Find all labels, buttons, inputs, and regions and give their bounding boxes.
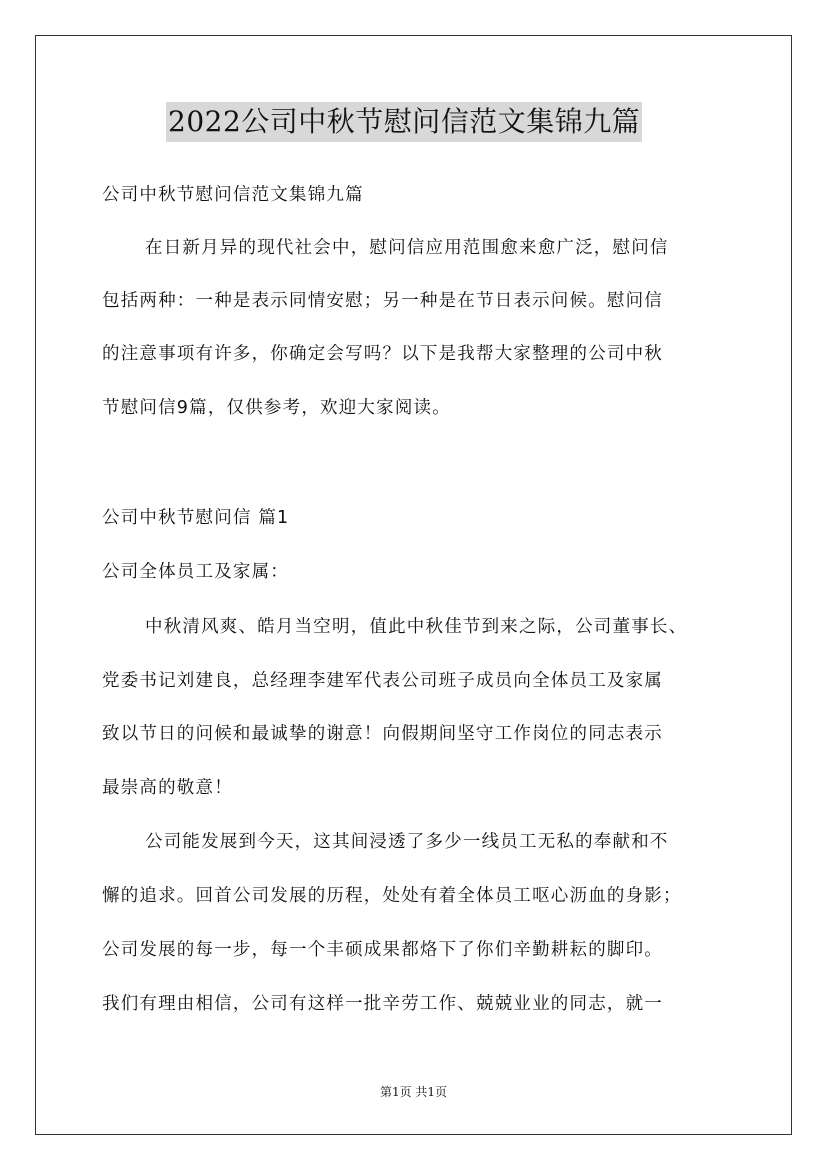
intro-line-1: 在日新月异的现代社会中，慰问信应用范围愈来愈广泛，慰问信	[145, 238, 669, 258]
page-footer: 第1页 共1页	[379, 1085, 448, 1099]
para1-line-4: 最崇高的敬意！	[102, 778, 233, 798]
intro-line-3: 的注意事项有许多，你确定会写吗？以下是我帮大家整理的公司中秋	[102, 344, 663, 364]
document-subtitle: 公司中秋节慰问信范文集锦九篇	[102, 185, 364, 205]
para1-line-3: 致以节日的问候和最诚挚的谢意！向假期间坚守工作岗位的同志表示	[102, 724, 663, 744]
para2-line-2: 懈的追求。回首公司发展的历程，处处有着全体员工呕心沥血的身影；	[102, 886, 682, 906]
document-title: 2022公司中秋节慰问信范文集锦九篇	[166, 102, 642, 142]
para1-line-1: 中秋清风爽、皓月当空明，值此中秋佳节到来之际，公司董事长、	[145, 617, 688, 637]
intro-line-2: 包括两种：一种是表示同情安慰；另一种是在节日表示问候。慰问信	[102, 291, 663, 311]
para2-line-4: 我们有理由相信，公司有这样一批辛劳工作、兢兢业业的同志，就一	[102, 994, 663, 1014]
para1-line-2: 党委书记刘建良，总经理李建军代表公司班子成员向全体员工及家属	[102, 671, 663, 691]
para2-line-1: 公司能发展到今天，这其间浸透了多少一线员工无私的奉献和不	[145, 832, 669, 852]
intro-line-4: 节慰问信9篇，仅供参考，欢迎大家阅读。	[102, 398, 451, 418]
salutation: 公司全体员工及家属：	[102, 562, 289, 582]
section-heading: 公司中秋节慰问信 篇1	[102, 508, 290, 528]
para2-line-3: 公司发展的每一步，每一个丰硕成果都烙下了你们辛勤耕耘的脚印。	[102, 940, 663, 960]
